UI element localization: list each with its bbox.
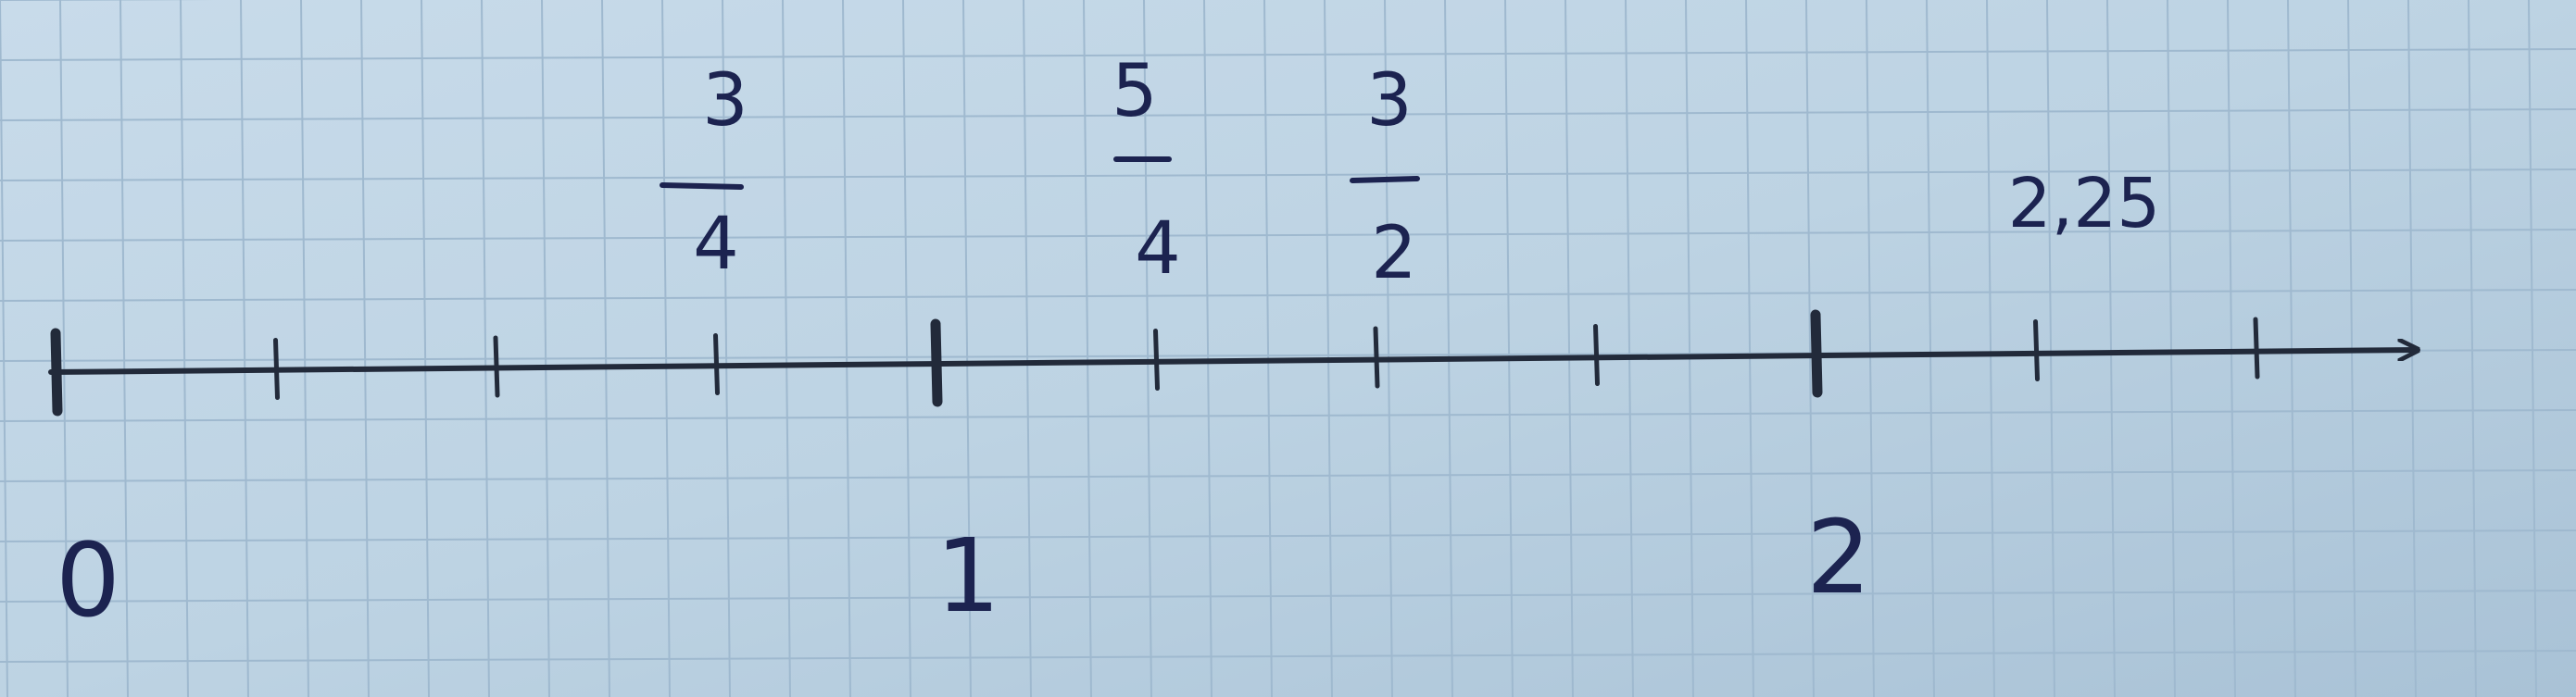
label-two: 2 [1806, 498, 1871, 616]
tick-mark [496, 338, 497, 395]
label-one: 1 [936, 517, 1000, 635]
tick-mark [936, 324, 937, 402]
fraction-3-4-numerator: 3 [702, 59, 748, 143]
tick-mark [2256, 319, 2257, 377]
fraction-3-2-numerator: 3 [1366, 59, 1413, 143]
tick-mark [1376, 329, 1377, 386]
tick-mark [1596, 327, 1598, 384]
tick-mark [1156, 331, 1158, 389]
fraction-5-4-numerator: 5 [1112, 50, 1158, 133]
label-two-point-two-five: 2,25 [2007, 164, 2161, 243]
tick-mark [56, 333, 57, 411]
fraction-3-2-bar [1352, 179, 1417, 180]
label-zero: 0 [56, 521, 120, 640]
tick-mark [276, 341, 278, 398]
tick-mark [716, 336, 718, 393]
fraction-3-2-denominator: 2 [1371, 212, 1417, 295]
fraction-3-4-bar [662, 185, 741, 187]
tick-mark [1816, 315, 1817, 392]
tick-mark [2036, 322, 2038, 380]
fraction-3-4-denominator: 4 [693, 203, 739, 286]
fraction-5-4-denominator: 4 [1135, 207, 1181, 291]
